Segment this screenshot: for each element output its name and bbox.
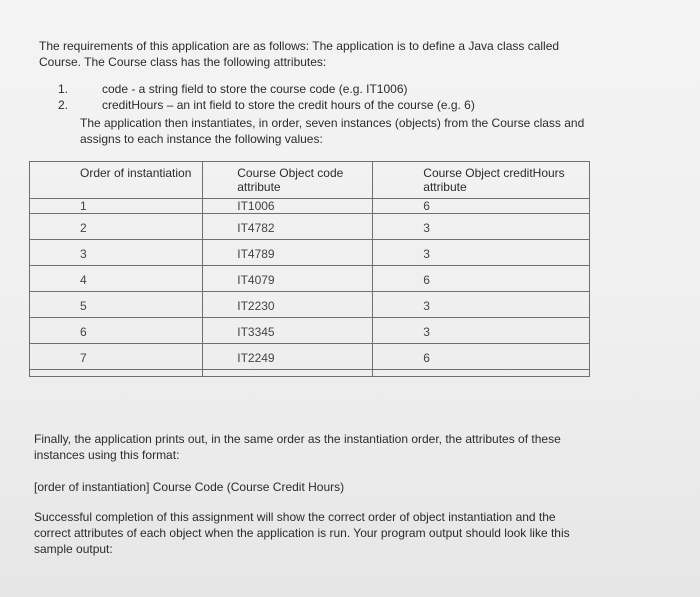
finally-paragraph: Finally, the application prints out, in the same order as the instantiation order, the attributes of these instances using this format:: [34, 432, 561, 462]
list-text: code - a string field to store the course code (e.g. IT1006): [102, 82, 408, 96]
intro-paragraph: The requirements of this application are as follows: The application is to define a Java class called Course. The Course class has the following attributes:: [39, 39, 560, 69]
table-row: [30, 344, 590, 370]
cell-order: 7: [30, 344, 203, 370]
cell-code: IT4079: [203, 266, 373, 292]
success-paragraph: Successful completion of this assignment will show the correct order of object instantiation and the correct attributes of each object when the application is run. Your program output should look like this sample output:: [34, 510, 570, 556]
cell-order: 1: [30, 199, 203, 214]
spacer-cell: [373, 370, 590, 377]
table-row: [30, 292, 590, 318]
table-spacer-row: [30, 370, 590, 377]
cell-credit-hours: 6: [373, 266, 590, 292]
spacer-cell: [30, 370, 203, 377]
table-header-row: [30, 162, 590, 199]
cell-code: IT4789: [203, 240, 373, 266]
values-table: [29, 161, 590, 377]
instantiation-paragraph: The application then instantiates, in order, seven instances (objects) from the Course class and assigns to each instance the following values:: [80, 116, 585, 146]
header-code: Course Object code attribute: [203, 162, 373, 199]
table-row: [30, 318, 590, 344]
cell-credit-hours: 3: [373, 292, 590, 318]
cell-code: IT2230: [203, 292, 373, 318]
list-item: [58, 97, 475, 113]
cell-credit-hours: 6: [373, 199, 590, 214]
table-row: [30, 266, 590, 292]
header-order: Order of instantiation: [30, 162, 203, 199]
list-text: creditHours – an int field to store the credit hours of the course (e.g. 6): [102, 98, 475, 112]
cell-credit-hours: 3: [373, 240, 590, 266]
cell-order: 6: [30, 318, 203, 344]
cell-order: 4: [30, 266, 203, 292]
list-number: 1.: [58, 82, 69, 96]
cell-credit-hours: 3: [373, 318, 590, 344]
cell-code: IT1006: [203, 199, 373, 214]
cell-code: IT3345: [203, 318, 373, 344]
table-row: [30, 240, 590, 266]
cell-credit-hours: 6: [373, 344, 590, 370]
attribute-list: [58, 81, 475, 113]
header-credit-hours: Course Object creditHours attribute: [373, 162, 590, 199]
cell-order: 2: [30, 214, 203, 240]
format-line: [order of instantiation] Course Code (Course Credit Hours): [34, 480, 345, 494]
list-item: [58, 81, 475, 97]
cell-order: 3: [30, 240, 203, 266]
cell-credit-hours: 3: [373, 214, 590, 240]
table-row: [30, 199, 590, 214]
spacer-cell: [203, 370, 373, 377]
table-row: [30, 214, 590, 240]
cell-order: 5: [30, 292, 203, 318]
cell-code: IT4782: [203, 214, 373, 240]
list-number: 2.: [58, 98, 69, 112]
cell-code: IT2249: [203, 344, 373, 370]
